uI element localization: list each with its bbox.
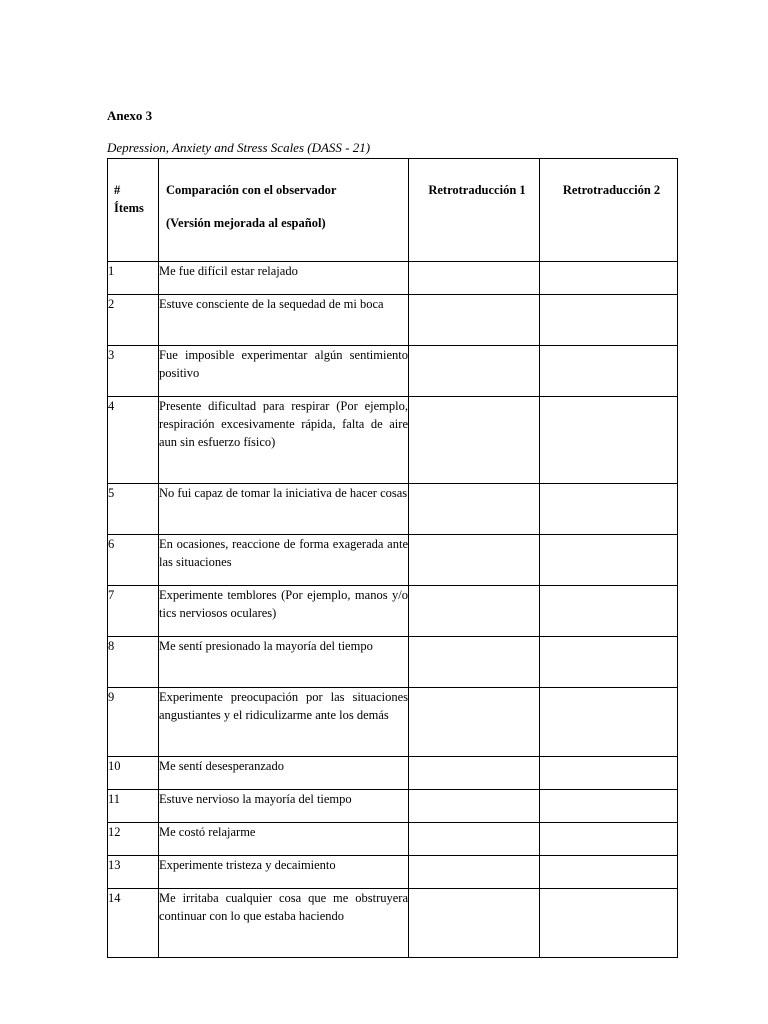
improved-version-label: (Versión mejorada al español) [166,216,326,230]
annex-heading: Anexo 3 [107,108,153,123]
back-translation-1-cell[interactable] [409,688,540,757]
dass-items-table [107,158,678,958]
table-row [108,889,678,958]
hash-label: # [114,183,121,197]
back-translation-1-cell[interactable] [409,757,540,790]
back-translation-1-header: Retrotraducción 1 [409,159,540,262]
back-translation-2-cell[interactable] [540,295,678,346]
back-translation-2-cell[interactable] [540,688,678,757]
table-row [108,688,678,757]
back-translation-1-cell[interactable] [409,823,540,856]
items-label: Ítems [114,201,144,215]
back-translation-2-cell[interactable] [540,637,678,688]
item-number: 12 [108,823,159,856]
table-row [108,856,678,889]
item-text: Me costó relajarme [159,823,409,856]
item-number: 3 [108,346,159,397]
back-translation-2-cell[interactable] [540,856,678,889]
item-text: Estuve consciente de la sequedad de mi boca [159,295,409,346]
back-translation-2-cell[interactable] [540,790,678,823]
item-text: No fui capaz de tomar la iniciativa de hacer cosas [159,484,409,535]
comparison-label: Comparación con el observador [166,183,337,197]
item-text: Me sentí presionado la mayoría del tiempo [159,637,409,688]
table-row [108,346,678,397]
item-number: 10 [108,757,159,790]
back-translation-2-cell[interactable] [540,586,678,637]
item-number: 14 [108,889,159,958]
comparison-header [159,159,409,262]
back-translation-1-cell[interactable] [409,346,540,397]
table-row [108,823,678,856]
back-translation-2-cell[interactable] [540,757,678,790]
back-translation-1-cell[interactable] [409,637,540,688]
item-number: 7 [108,586,159,637]
item-text: Presente dificultad para respirar (Por ejemplo, respiración excesivamente rápida, falta de aire aun sin esfuerzo físico) [159,397,409,484]
item-text: En ocasiones, reaccione de forma exagerada ante las situaciones [159,535,409,586]
item-number: 11 [108,790,159,823]
back-translation-1-cell[interactable] [409,856,540,889]
item-number-header [108,159,159,262]
item-text: Me fue difícil estar relajado [159,262,409,295]
scale-title: Depression, Anxiety and Stress Scales (DASS - 21) [107,140,371,155]
back-translation-1-cell[interactable] [409,586,540,637]
item-text: Experimente preocupación por las situaciones angustiantes y el ridiculizarme ante los demás [159,688,409,757]
item-text: Me sentí desesperanzado [159,757,409,790]
item-number: 5 [108,484,159,535]
item-text: Estuve nervioso la mayoría del tiempo [159,790,409,823]
table-header-row [108,159,678,262]
item-number: 13 [108,856,159,889]
table-row [108,790,678,823]
back-translation-2-cell[interactable] [540,262,678,295]
back-translation-2-cell[interactable] [540,535,678,586]
back-translation-1-cell[interactable] [409,397,540,484]
back-translation-2-header: Retrotraducción 2 [540,159,678,262]
back-translation-2-cell[interactable] [540,889,678,958]
back-translation-2-cell[interactable] [540,823,678,856]
item-number: 6 [108,535,159,586]
item-text: Fue imposible experimentar algún sentimiento positivo [159,346,409,397]
item-number: 9 [108,688,159,757]
table-row [108,637,678,688]
item-text: Experimente temblores (Por ejemplo, manos y/o tics nerviosos oculares) [159,586,409,637]
item-text: Me irritaba cualquier cosa que me obstruyera continuar con lo que estaba haciendo [159,889,409,958]
table-row [108,484,678,535]
table-row [108,295,678,346]
table-row [108,262,678,295]
back-translation-2-cell[interactable] [540,346,678,397]
item-text: Experimente tristeza y decaimiento [159,856,409,889]
back-translation-1-cell[interactable] [409,889,540,958]
table-row [108,397,678,484]
item-number: 4 [108,397,159,484]
back-translation-1-cell[interactable] [409,295,540,346]
item-number: 8 [108,637,159,688]
back-translation-2-cell[interactable] [540,484,678,535]
back-translation-2-cell[interactable] [540,397,678,484]
back-translation-1-cell[interactable] [409,262,540,295]
table-row [108,535,678,586]
back-translation-1-cell[interactable] [409,790,540,823]
item-number: 2 [108,295,159,346]
item-number: 1 [108,262,159,295]
table-row [108,586,678,637]
table-row [108,757,678,790]
back-translation-1-cell[interactable] [409,484,540,535]
back-translation-1-cell[interactable] [409,535,540,586]
